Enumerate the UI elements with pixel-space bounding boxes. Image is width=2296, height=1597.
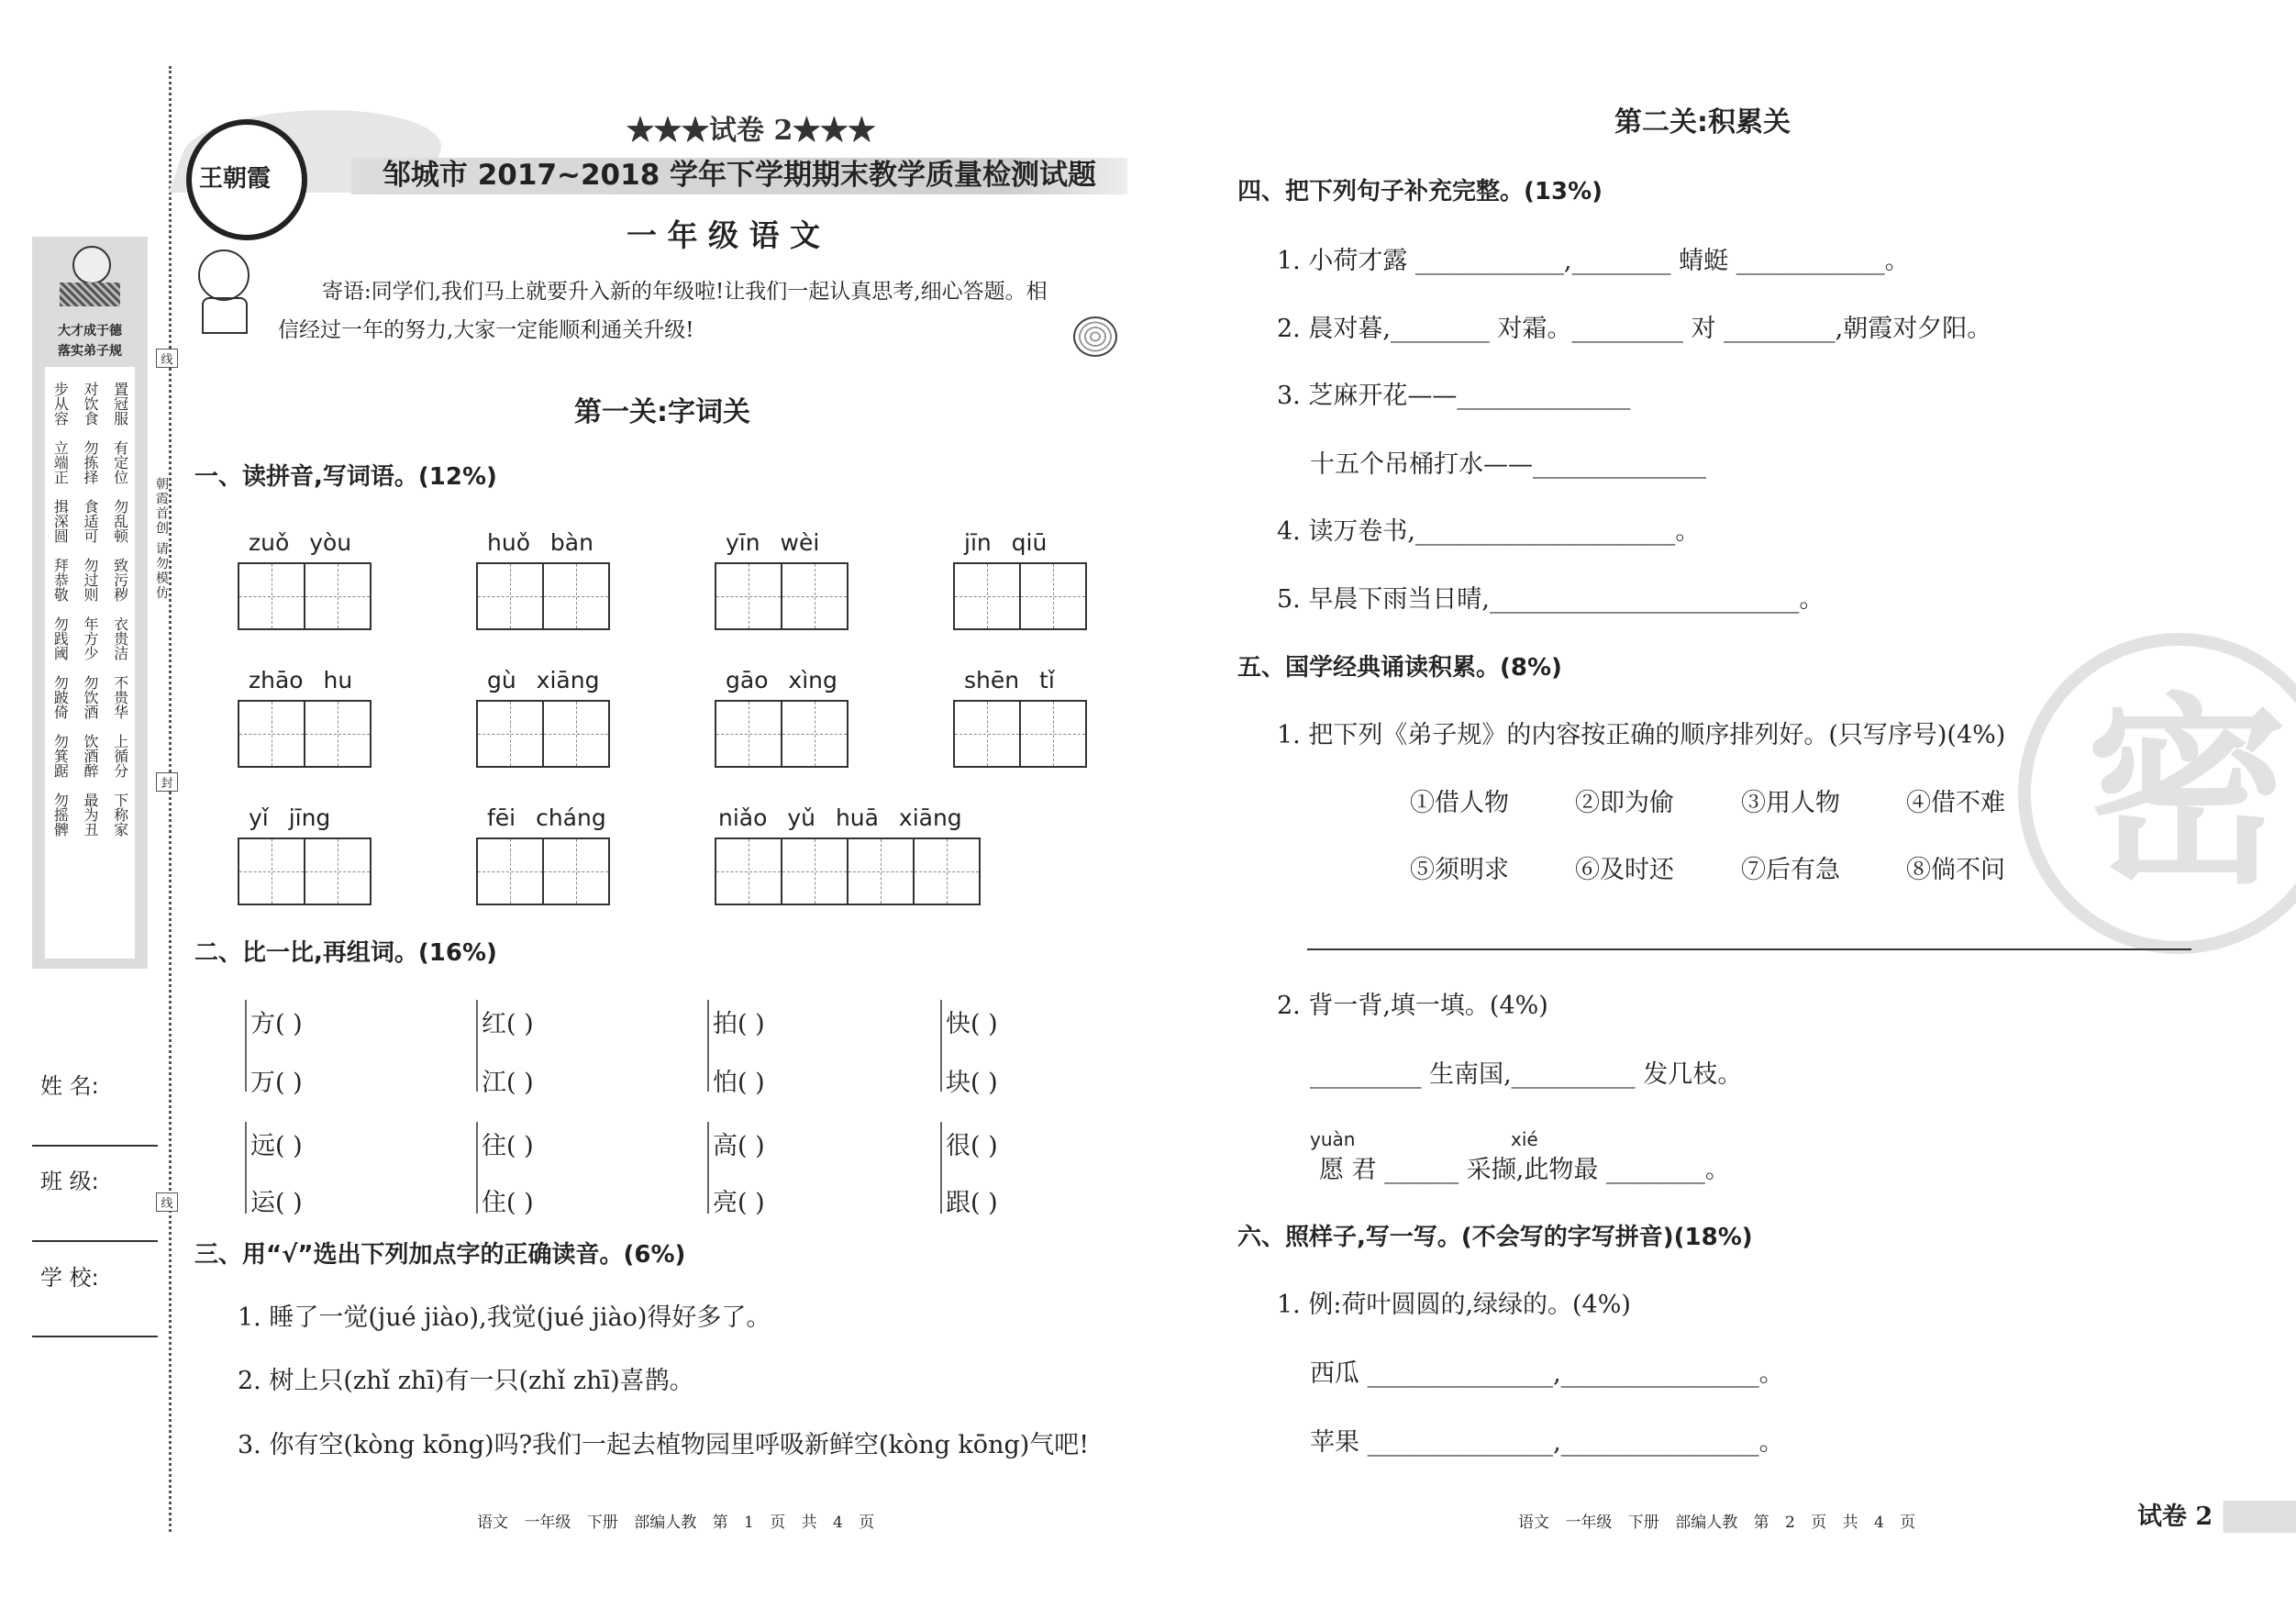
stanza-column: 衣贵洁: [111, 616, 129, 660]
compare-word[interactable]: 万( ): [250, 1069, 303, 1097]
option-4: ④借不难: [1906, 789, 2005, 817]
question-4-item-3: 3. 芝麻开花——______________: [1277, 382, 1631, 410]
stanza-column: 勿过则: [81, 558, 99, 602]
cut-label-seal: 封: [156, 772, 178, 792]
writing-grid[interactable]: [239, 562, 372, 630]
compare-word[interactable]: 跟( ): [946, 1189, 998, 1217]
stanza: [45, 675, 135, 719]
vocab-pinyin: zuǒ yòu: [249, 529, 352, 556]
pair-bracket: [476, 1122, 478, 1214]
stanza-column: 立端正: [51, 440, 70, 484]
question-5-1: 1. 把下列《弟子规》的内容按正确的顺序排列好。(只写序号)(4%): [1277, 721, 2006, 749]
stanza: [45, 616, 135, 660]
stanza-column: 上循分: [111, 734, 129, 778]
vocab-pinyin: fēi cháng: [487, 804, 606, 831]
pair-bracket: [940, 1122, 942, 1214]
pair-bracket: [707, 1122, 709, 1214]
question-2-heading: 二、比一比,再组词。(16%): [194, 939, 497, 967]
pair-bracket: [940, 1000, 942, 1092]
writing-grid[interactable]: [716, 837, 981, 905]
stanza-column: 对饮食: [81, 382, 99, 426]
exam-title: 邹城市 2017~2018 学年下学期期末教学质量检测试题: [382, 159, 1097, 192]
writing-cell[interactable]: [476, 837, 544, 905]
writing-cell[interactable]: [304, 837, 372, 905]
name-field[interactable]: [32, 1145, 158, 1147]
stanza: [45, 734, 135, 778]
stanza-column: 年方少: [81, 616, 99, 660]
stanza-column: 勿乱顿: [111, 499, 129, 543]
writing-grid[interactable]: [716, 562, 849, 630]
writing-cell[interactable]: [304, 700, 372, 768]
writing-cell[interactable]: [715, 562, 782, 630]
question-4-heading: 四、把下列句子补充完整。(13%): [1237, 178, 1603, 205]
stanza-column: 勿践阈: [51, 616, 70, 660]
compare-word[interactable]: 往( ): [482, 1132, 534, 1160]
child-reading-illustration: [60, 246, 120, 316]
question-6-heading: 六、照样子,写一写。(不会写的字写拼音)(18%): [1237, 1224, 1753, 1251]
writing-grid[interactable]: [478, 562, 610, 630]
vocab-pinyin: shēn tǐ: [964, 667, 1055, 693]
option-5: ⑤须明求: [1410, 856, 1509, 884]
poem-line-1: _________ 生南国,__________ 发几枝。: [1310, 1060, 1743, 1089]
question-4-item-2: 2. 晨对暮,________ 对霜。_________ 对 _________,朝霞对夕阳。: [1277, 315, 1992, 343]
vocab-pinyin: gù xiāng: [487, 667, 600, 693]
stanza: [45, 440, 135, 484]
writing-cell[interactable]: [238, 562, 305, 630]
order-answer-line[interactable]: [1307, 948, 2191, 950]
option-2: ②即为偷: [1575, 789, 1674, 817]
writing-cell[interactable]: [953, 562, 1021, 630]
writing-cell[interactable]: [715, 700, 782, 768]
writing-cell[interactable]: [781, 562, 849, 630]
question-3-heading: 三、用“√”选出下列加点字的正确读音。(6%): [194, 1241, 686, 1269]
stanza-column: 下称家: [111, 793, 129, 837]
compare-word[interactable]: 江( ): [482, 1069, 534, 1097]
stanza-column: 勿箕踞: [51, 734, 70, 778]
class-field[interactable]: [32, 1240, 158, 1242]
compare-word[interactable]: 远( ): [250, 1132, 303, 1160]
question-1-heading: 一、读拼音,写词语。(12%): [194, 463, 497, 491]
brand-logo: [186, 119, 307, 240]
writing-grid[interactable]: [478, 837, 610, 905]
writing-grid[interactable]: [955, 562, 1087, 630]
compare-word[interactable]: 很( ): [946, 1132, 998, 1160]
sidebar-motto: 大才成于德 落实弟子规: [58, 324, 122, 359]
writing-cell[interactable]: [953, 700, 1021, 768]
compare-word[interactable]: 住( ): [482, 1189, 534, 1217]
stanza-column: 有定位: [111, 440, 129, 484]
stanza-column: 拜恭敬: [51, 558, 70, 602]
greeting-line-1: 寄语:同学们,我们马上就要升入新的年级啦!让我们一起认真思考,细心答题。相: [322, 280, 1048, 304]
stanza-column: 勿跛倚: [51, 675, 70, 719]
stage-1-heading: 第一关:字词关: [574, 396, 750, 428]
greeting-line-2: 信经过一年的努力,大家一定能顺利通关升级!: [278, 318, 694, 342]
writing-cell[interactable]: [715, 837, 782, 905]
stanza-column: 最为丑: [81, 793, 99, 837]
paper-tag-text: 试卷 2: [2137, 1503, 2213, 1531]
vocab-pinyin: yīn wèi: [726, 529, 820, 556]
stage-2-heading: 第二关:积累关: [1614, 106, 1791, 139]
question-4-item-3b: 十五个吊桶打水——______________: [1310, 450, 1706, 479]
writing-cell[interactable]: [304, 562, 372, 630]
compare-word[interactable]: 高( ): [713, 1132, 765, 1160]
writing-cell[interactable]: [913, 837, 981, 905]
writing-grid[interactable]: [478, 700, 610, 768]
subject-title: 一 年 级 语 文: [627, 217, 820, 253]
writing-grid[interactable]: [955, 700, 1087, 768]
writing-grid[interactable]: [239, 837, 372, 905]
pair-bracket: [476, 1000, 478, 1092]
compare-word[interactable]: 怕( ): [713, 1069, 765, 1097]
question-6-1: 1. 例:荷叶圆圆的,绿绿的。(4%): [1277, 1291, 1631, 1319]
compare-word[interactable]: 运( ): [250, 1189, 303, 1217]
stanza-column: 勿摇髀: [51, 793, 70, 837]
compare-word[interactable]: 拍( ): [713, 1010, 765, 1038]
option-6: ⑥及时还: [1575, 856, 1674, 884]
compare-word[interactable]: 红( ): [482, 1010, 534, 1038]
question-5-heading: 五、国学经典诵读积累。(8%): [1237, 654, 1562, 682]
writing-cell[interactable]: [238, 837, 305, 905]
stanza-column: 勿饮酒: [81, 675, 99, 719]
writing-cell[interactable]: [1019, 700, 1087, 768]
writing-cell[interactable]: [542, 700, 610, 768]
stanza: [45, 499, 135, 543]
pair-bracket: [245, 1122, 247, 1214]
cut-line: [169, 66, 172, 1532]
paper-tag: [2093, 1501, 2296, 1533]
stanza-column: 置冠服: [111, 382, 129, 426]
name-label: 姓 名:: [40, 1073, 99, 1099]
sidebar-rules-panel: [32, 237, 148, 969]
writing-cell[interactable]: [542, 837, 610, 905]
stanza-column: 勿拣择: [81, 440, 99, 484]
vocab-pinyin: gāo xìng: [726, 667, 837, 693]
writing-grid[interactable]: [239, 700, 372, 768]
vocab-pinyin: jīn qiū: [964, 529, 1048, 556]
stanza-column: 食适可: [81, 499, 99, 543]
stanza: [45, 382, 135, 426]
snail-illustration: [1073, 316, 1117, 357]
vocab-pinyin: huǒ bàn: [487, 529, 593, 556]
cut-label-seal-2: 线: [156, 1192, 178, 1212]
question-5-2: 2. 背一背,填一填。(4%): [1277, 992, 1548, 1020]
stanza-column: 揖深圆: [51, 499, 70, 543]
vocab-pinyin: zhāo hu: [249, 667, 353, 693]
page-1-footer: 语文 一年级 下册 部编人教 第 1 页 共 4 页: [477, 1514, 875, 1532]
copyright-note: 朝霞首创 请勿模仿: [154, 477, 169, 601]
pair-bracket: [245, 1000, 247, 1092]
vocab-pinyin: niǎo yǔ huā xiāng: [718, 804, 962, 831]
option-3: ③用人物: [1741, 789, 1840, 817]
school-field[interactable]: [32, 1336, 158, 1337]
question-6-line-2: 苹果 _______________,________________。: [1310, 1428, 1784, 1457]
paper-label: ★★★试卷 2★★★: [627, 115, 876, 147]
option-8: ⑧倘不问: [1906, 856, 2005, 884]
writing-cell[interactable]: [1019, 562, 1087, 630]
class-label: 班 级:: [40, 1169, 99, 1194]
dizigui-text: [45, 367, 135, 959]
question-3-item-3: 3. 你有空(kòng kōng)吗?我们一起去植物园里呼吸新鲜空(kòng kōng)气吧!: [238, 1431, 1090, 1459]
writing-cell[interactable]: [847, 837, 915, 905]
question-3-item-1: 1. 睡了一觉(jué jiào),我觉(jué jiào)得好多了。: [238, 1303, 771, 1332]
question-4-item-4: 4. 读万卷书,_____________________。: [1277, 517, 1701, 546]
question-3-item-2: 2. 树上只(zhǐ zhī)有一只(zhǐ zhī)喜鹊。: [238, 1367, 694, 1395]
poem-line-2: 愿 君 ______ 采撷,此物最 ________。: [1319, 1156, 1730, 1184]
brand-logo-text: 王朝霞: [199, 165, 272, 193]
question-4-item-1: 1. 小荷才露 ____________,________ 蜻蜓 ____________。: [1277, 247, 1910, 275]
writing-cell[interactable]: [781, 837, 849, 905]
stanza: [45, 558, 135, 602]
pair-bracket: [707, 1000, 709, 1092]
confidential-watermark: [2018, 633, 2296, 954]
stanza-column: 饮酒醉: [81, 734, 99, 778]
page-2-footer: 语文 一年级 下册 部编人教 第 2 页 共 4 页: [1518, 1514, 1916, 1532]
writing-grid[interactable]: [716, 700, 849, 768]
question-4-item-5: 5. 早晨下雨当日晴,_________________________。: [1277, 585, 1825, 614]
writing-cell[interactable]: [781, 700, 849, 768]
stanza-column: 致污秽: [111, 558, 129, 602]
writing-cell[interactable]: [476, 700, 544, 768]
cut-label-line: 线: [156, 349, 178, 368]
question-6-line-1: 西瓜 _______________,________________。: [1310, 1359, 1784, 1388]
option-1: ①借人物: [1410, 789, 1509, 817]
boy-illustration: [193, 250, 257, 332]
poem-pinyin-1: yuàn: [1310, 1128, 1356, 1150]
stanza: [45, 793, 135, 837]
school-label: 学 校:: [40, 1265, 99, 1291]
poem-pinyin-2: xié: [1511, 1128, 1538, 1150]
vocab-pinyin: yǐ jīng: [249, 804, 331, 831]
option-7: ⑦后有急: [1741, 856, 1840, 884]
compare-word[interactable]: 方( ): [250, 1010, 303, 1038]
watermark-text: 密: [2086, 673, 2289, 911]
compare-word[interactable]: 块( ): [946, 1069, 998, 1097]
compare-word[interactable]: 快( ): [946, 1010, 998, 1038]
stanza-column: 不贵华: [111, 675, 129, 719]
stanza-column: 步从容: [51, 382, 70, 426]
writing-cell[interactable]: [476, 562, 544, 630]
writing-cell[interactable]: [542, 562, 610, 630]
writing-cell[interactable]: [238, 700, 305, 768]
compare-word[interactable]: 亮( ): [713, 1189, 765, 1217]
